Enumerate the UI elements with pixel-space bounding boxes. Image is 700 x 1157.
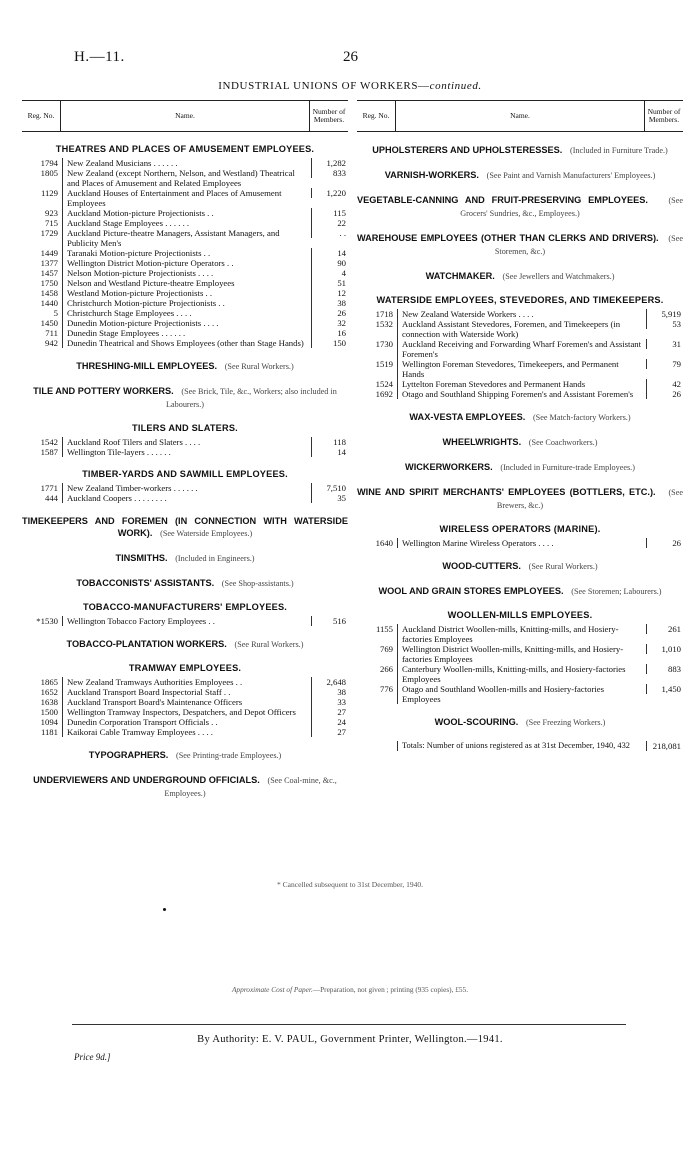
section xyxy=(357,560,683,573)
cross-reference-note: (See Storemen; Labourers.) xyxy=(571,587,662,596)
table-row xyxy=(357,319,683,339)
left-column xyxy=(22,100,348,800)
table-row xyxy=(22,328,348,338)
table-row xyxy=(22,248,348,258)
right-column-header xyxy=(357,100,683,132)
cross-reference-note: (See Grocers' Sundries, &c., Employees.) xyxy=(460,196,683,218)
table-row xyxy=(22,298,348,308)
union-name: Nelson and Westland Picture-theatre Employees xyxy=(62,278,311,288)
cross-reference-note: (See Jewellers and Watchmakers.) xyxy=(502,272,615,281)
section xyxy=(357,144,683,157)
union-name: Wellington Marine Wireless Operators . . . . xyxy=(397,538,646,548)
reg-number: 1094 xyxy=(40,717,58,727)
cross-reference xyxy=(357,194,683,220)
reg-number: 1449 xyxy=(40,248,58,258)
union-name: Auckland Transport Board's Maintenance Officers xyxy=(62,697,311,707)
cross-reference xyxy=(357,270,683,283)
union-name: Westland Motion-picture Projectionists . . xyxy=(62,288,311,298)
reg-number: 1805 xyxy=(40,168,58,178)
table-row xyxy=(22,268,348,278)
union-name: Auckland Houses of Entertainment and Places of Amusement Employees xyxy=(62,188,311,208)
reg-number: 769 xyxy=(379,644,393,654)
section xyxy=(22,144,348,348)
cross-reference xyxy=(22,385,348,411)
reg-number: 1692 xyxy=(375,389,393,399)
section-heading: WOOLLEN-MILLS EMPLOYEES. xyxy=(447,610,593,620)
union-name: Dunedin Theatrical and Shows Employees (other than Stage Hands) xyxy=(62,338,311,348)
union-name: Auckland Motion-picture Projectionists . . xyxy=(62,208,311,218)
document-code: H.—11. xyxy=(74,49,125,65)
cross-reference xyxy=(22,515,348,540)
left-column-body xyxy=(22,144,348,800)
reg-number: 776 xyxy=(379,684,393,694)
union-name: Christchurch Motion-picture Projectionists . . xyxy=(62,298,311,308)
table-row xyxy=(22,697,348,707)
member-count: 14 xyxy=(311,248,348,258)
reg-number: 1519 xyxy=(375,359,393,369)
member-count: 22 xyxy=(311,218,348,228)
table-row xyxy=(22,677,348,687)
cross-reference-note: (See Freezing Workers.) xyxy=(525,718,606,727)
union-name: Otago and Southland Shipping Foremen's and Assistant Foremen's xyxy=(397,389,646,399)
table-row xyxy=(357,624,683,644)
union-name: Auckland Assistant Stevedores, Foremen, and Timekeepers (in connection with Waterside Work) xyxy=(397,319,646,339)
table-row xyxy=(22,727,348,737)
union-name: Taranaki Motion-picture Projectionists . . xyxy=(62,248,311,258)
member-count: 38 xyxy=(311,298,348,308)
cross-reference-note: (See Coal-mine, &c., Employees.) xyxy=(164,776,337,798)
table-row xyxy=(22,208,348,218)
union-name: Dunedin Motion-picture Projectionists . . . . xyxy=(62,318,311,328)
reg-number: 5 xyxy=(53,308,58,318)
paper-cost-note xyxy=(0,985,700,994)
member-count: 14 xyxy=(311,447,348,457)
section xyxy=(22,577,348,590)
cross-reference xyxy=(357,436,683,449)
table-row xyxy=(357,684,683,704)
section-heading: VARNISH-WORKERS. xyxy=(384,170,479,180)
section xyxy=(357,411,683,424)
section-heading: TIMBER-YARDS AND SAWMILL EMPLOYEES. xyxy=(82,469,288,479)
member-count: 42 xyxy=(646,379,683,389)
cross-reference xyxy=(357,144,683,157)
table-row xyxy=(357,538,683,548)
section xyxy=(22,385,348,411)
member-count: 90 xyxy=(311,258,348,268)
cross-reference xyxy=(357,585,683,598)
member-count: 38 xyxy=(311,687,348,697)
reg-number: 1730 xyxy=(375,339,393,349)
table-row xyxy=(357,389,683,399)
cross-reference-note: (See Brewers, &c.) xyxy=(496,488,683,510)
right-column-body xyxy=(357,144,683,751)
section-heading: THRESHING-MILL EMPLOYEES. xyxy=(76,361,218,371)
union-name: New Zealand Timber-workers . . . . . . xyxy=(62,483,311,493)
section xyxy=(357,295,683,399)
reg-number: 444 xyxy=(44,493,58,503)
cross-reference xyxy=(22,360,348,373)
reg-number: 266 xyxy=(379,664,393,674)
section-heading: WOOD-CUTTERS. xyxy=(442,561,521,571)
reg-number: 715 xyxy=(44,218,58,228)
union-name: Canterbury Woollen-mills, Knitting-mills, and Hosiery-factories Employees xyxy=(397,664,646,684)
cross-reference-note: (See Paint and Varnish Manufacturers' Employees.) xyxy=(486,171,656,180)
union-name: Christchurch Stage Employees . . . . xyxy=(62,308,311,318)
member-count: 516 xyxy=(311,616,348,626)
section-heading: TRAMWAY EMPLOYEES. xyxy=(128,663,242,673)
name-header: Name. xyxy=(61,101,310,131)
reg-number: 1640 xyxy=(375,538,393,548)
reg-number: 1587 xyxy=(40,447,58,457)
member-count: 833 xyxy=(311,168,348,178)
member-count: 33 xyxy=(311,697,348,707)
section-heading: WICKERWORKERS. xyxy=(405,462,493,472)
table-row xyxy=(22,483,348,493)
table-row xyxy=(22,318,348,328)
member-count: 1,220 xyxy=(311,188,348,198)
union-name: Totals: Number of unions registered as at 31st December, 1940, 432 xyxy=(397,741,646,751)
section xyxy=(22,515,348,540)
section xyxy=(357,270,683,283)
left-column-header xyxy=(22,100,348,132)
paper-cost-text: —Preparation, not given ; printing (935 copies), £55. xyxy=(312,985,469,994)
name-header: Name. xyxy=(396,101,645,131)
section xyxy=(22,360,348,373)
table-row xyxy=(357,644,683,664)
member-count: 5,919 xyxy=(646,309,683,319)
union-name: Auckland District Woollen-mills, Knitting-mills, and Hosiery-factories Employees xyxy=(397,624,646,644)
reg-number: 1457 xyxy=(40,268,58,278)
section-heading: WAREHOUSE EMPLOYEES (OTHER THAN CLERKS AND DRIVERS). xyxy=(357,233,659,243)
reg-number: 1542 xyxy=(40,437,58,447)
section xyxy=(357,486,683,512)
reg-number: 942 xyxy=(44,338,58,348)
reg-number: 1524 xyxy=(375,379,393,389)
member-count: 2,648 xyxy=(311,677,348,687)
page-title-main: INDUSTRIAL UNIONS OF WORKERS— xyxy=(218,80,430,92)
section xyxy=(357,524,683,548)
union-name: New Zealand (except Northern, Nelson, and Westland) Theatrical and Places of Amusement and Related Employees xyxy=(62,168,311,188)
table-row xyxy=(22,616,348,626)
union-name: Auckland Coopers . . . . . . . . xyxy=(62,493,311,503)
member-count: 53 xyxy=(646,319,683,329)
cross-reference-note: (See Rural Workers.) xyxy=(528,562,598,571)
table-row xyxy=(22,717,348,727)
cross-reference-note: (See Waterside Employees.) xyxy=(160,529,253,538)
section-heading: WINE AND SPIRIT MERCHANTS' EMPLOYEES (BOTTLERS, ETC.). xyxy=(357,487,656,497)
union-name: Dunedin Stage Employees . . . . . . xyxy=(62,328,311,338)
reg-number: 1865 xyxy=(40,677,58,687)
cross-reference xyxy=(357,169,683,182)
member-count: 261 xyxy=(646,624,683,634)
table-row xyxy=(22,228,348,248)
union-name: New Zealand Musicians . . . . . . xyxy=(62,158,311,168)
section-heading: TOBACCO-MANUFACTURERS' EMPLOYEES. xyxy=(82,602,288,612)
reg-number: 1377 xyxy=(40,258,58,268)
reg-number: 1771 xyxy=(40,483,58,493)
union-name: Auckland Stage Employees . . . . . . xyxy=(62,218,311,228)
union-name: Dunedin Corporation Transport Officials . . xyxy=(62,717,311,727)
cross-reference-note: (See Match-factory Workers.) xyxy=(532,413,631,422)
section xyxy=(22,774,348,800)
section-heading: THEATRES AND PLACES OF AMUSEMENT EMPLOYEES. xyxy=(55,144,315,154)
union-name: Auckland Roof Tilers and Slaters . . . . xyxy=(62,437,311,447)
table-row xyxy=(22,707,348,717)
union-name: New Zealand Waterside Workers . . . . xyxy=(397,309,646,319)
member-count: 883 xyxy=(646,664,683,674)
table-row xyxy=(22,278,348,288)
section-heading: TIMEKEEPERS AND FOREMEN (IN CONNECTION WITH WATERSIDE WORK). xyxy=(22,516,348,538)
cross-reference xyxy=(357,716,683,729)
union-name: Lyttelton Foreman Stevedores and Permanent Hands xyxy=(397,379,646,389)
cross-reference xyxy=(357,411,683,424)
section-heading: TOBACCONISTS' ASSISTANTS. xyxy=(76,578,215,588)
reg-no-header: Reg. No. xyxy=(22,101,61,131)
section-heading: TILE AND POTTERY WORKERS. xyxy=(33,386,174,396)
union-name: New Zealand Tramways Authorities Employees . . xyxy=(62,677,311,687)
cross-reference-note: (See Coachworkers.) xyxy=(528,438,598,447)
page-number: 26 xyxy=(343,49,358,65)
stray-dot xyxy=(163,908,166,911)
union-name: Wellington District Motion-picture Operators . . xyxy=(62,258,311,268)
union-name: Wellington Tobacco Factory Employees . . xyxy=(62,616,311,626)
table-row xyxy=(357,379,683,389)
reg-number: 1532 xyxy=(375,319,393,329)
union-name: Wellington Foreman Stevedores, Timekeepers, and Permanent Hands xyxy=(397,359,646,379)
cross-reference-note: (Included in Furniture Trade.) xyxy=(569,146,668,155)
table-row xyxy=(22,258,348,268)
member-count: 4 xyxy=(311,268,348,278)
union-name: Wellington Tramway Inspectors, Despatchers, and Depot Officers xyxy=(62,707,311,717)
section xyxy=(22,469,348,503)
totals-row xyxy=(357,741,683,751)
cross-reference-note: (See Rural Workers.) xyxy=(224,362,294,371)
section xyxy=(357,585,683,598)
table-row xyxy=(22,308,348,318)
table-row xyxy=(22,493,348,503)
member-count: 79 xyxy=(646,359,683,369)
union-name: Auckland Receiving and Forwarding Wharf Foremen's and Assistant Foremen's xyxy=(397,339,646,359)
section-heading: TOBACCO-PLANTATION WORKERS. xyxy=(66,639,227,649)
reg-number: 1440 xyxy=(40,298,58,308)
cross-reference-note: (See Storemen, &c.) xyxy=(494,234,683,256)
union-name: Nelson Motion-picture Projectionists . . . . xyxy=(62,268,311,278)
table-row xyxy=(22,687,348,697)
section-heading: WAX-VESTA EMPLOYEES. xyxy=(409,412,526,422)
reg-number: 1500 xyxy=(40,707,58,717)
reg-number: 1181 xyxy=(40,727,58,737)
footer-rule xyxy=(72,1024,626,1025)
member-count: 12 xyxy=(311,288,348,298)
table-row xyxy=(22,158,348,168)
members-header: Number of Members. xyxy=(647,107,681,124)
reg-number: 1718 xyxy=(375,309,393,319)
member-count: 24 xyxy=(311,717,348,727)
reg-number: 1750 xyxy=(40,278,58,288)
member-count: 115 xyxy=(311,208,348,218)
section-heading: WATCHMAKER. xyxy=(425,271,495,281)
section xyxy=(357,741,683,751)
section xyxy=(22,552,348,565)
section-heading: WIRELESS OPERATORS (MARINE). xyxy=(439,524,601,534)
reg-number: 923 xyxy=(44,208,58,218)
cross-reference xyxy=(357,232,683,258)
table-row xyxy=(357,339,683,359)
section xyxy=(22,749,348,762)
section-heading: TILERS AND SLATERS. xyxy=(132,423,238,433)
member-count: 7,510 xyxy=(311,483,348,493)
table-row xyxy=(22,447,348,457)
cross-reference xyxy=(22,577,348,590)
footnote: * Cancelled subsequent to 31st December, 1940. xyxy=(277,880,423,889)
cross-reference-note: (Included in Engineers.) xyxy=(175,554,255,563)
page-title xyxy=(0,80,700,92)
section-heading: WATERSIDE EMPLOYEES, STEVEDORES, AND TIMEKEEPERS. xyxy=(376,295,664,305)
members-header: Number of Members. xyxy=(312,107,346,124)
section-heading: WOOL-SCOURING. xyxy=(434,717,519,727)
section xyxy=(357,436,683,449)
union-name: Kaikorai Cable Tramway Employees . . . . xyxy=(62,727,311,737)
table-row xyxy=(22,338,348,348)
union-name: Auckland Transport Board Inspectorial Staff . . xyxy=(62,687,311,697)
reg-number: 1129 xyxy=(40,188,58,198)
section xyxy=(357,610,683,704)
member-count: 118 xyxy=(311,437,348,447)
section xyxy=(357,232,683,258)
cross-reference xyxy=(357,560,683,573)
authority-line: By Authority: E. V. PAUL, Government Printer, Wellington.—1941. xyxy=(197,1034,503,1045)
member-count: 32 xyxy=(311,318,348,328)
member-count: 1,282 xyxy=(311,158,348,168)
member-count: 31 xyxy=(646,339,683,349)
table-row xyxy=(22,168,348,188)
section xyxy=(22,638,348,651)
member-count: 218,081 xyxy=(646,741,683,751)
price-note: Price 9d.] xyxy=(74,1052,111,1062)
member-count: 35 xyxy=(311,493,348,503)
reg-number: 1155 xyxy=(375,624,393,634)
member-count: 1,450 xyxy=(646,684,683,694)
section-heading: WOOL AND GRAIN STORES EMPLOYEES. xyxy=(378,586,564,596)
section xyxy=(22,663,348,737)
section-heading: UPHOLSTERERS AND UPHOLSTERESSES. xyxy=(372,145,563,155)
reg-number: 1638 xyxy=(40,697,58,707)
cross-reference xyxy=(357,486,683,512)
member-count: 26 xyxy=(646,538,683,548)
section xyxy=(22,602,348,626)
table-row xyxy=(22,437,348,447)
cross-reference xyxy=(22,552,348,565)
reg-number: 1652 xyxy=(40,687,58,697)
table-row xyxy=(357,664,683,684)
union-name: Otago and Southland Woollen-mills and Hosiery-factories Employees xyxy=(397,684,646,704)
section xyxy=(22,423,348,457)
member-count: 1,010 xyxy=(646,644,683,654)
table-row xyxy=(22,288,348,298)
table-row xyxy=(22,188,348,208)
member-count: 27 xyxy=(311,707,348,717)
section-heading: TYPOGRAPHERS. xyxy=(88,750,169,760)
member-count: 27 xyxy=(311,727,348,737)
member-count: 26 xyxy=(646,389,683,399)
cross-reference-note: (See Printing-trade Employees.) xyxy=(176,751,282,760)
cross-reference-note: (Included in Furniture-trade Employees.) xyxy=(500,463,635,472)
cross-reference xyxy=(22,638,348,651)
table-row xyxy=(22,218,348,228)
member-count: . . xyxy=(311,228,348,238)
reg-number: 1729 xyxy=(40,228,58,238)
cross-reference xyxy=(22,749,348,762)
member-count: 51 xyxy=(311,278,348,288)
section xyxy=(357,716,683,729)
section-heading: UNDERVIEWERS AND UNDERGROUND OFFICIALS. xyxy=(33,775,260,785)
member-count: 150 xyxy=(311,338,348,348)
table-row xyxy=(357,309,683,319)
page-title-continued: continued. xyxy=(429,80,482,92)
section xyxy=(357,194,683,220)
reg-number: 1458 xyxy=(40,288,58,298)
union-name: Wellington Tile-layers . . . . . . xyxy=(62,447,311,457)
section xyxy=(357,169,683,182)
member-count: 26 xyxy=(311,308,348,318)
reg-number: 1450 xyxy=(40,318,58,328)
cross-reference-note: (See Rural Workers.) xyxy=(234,640,304,649)
cross-reference-note: (See Brick, Tile, &c., Workers; also included in Labourers.) xyxy=(166,387,337,409)
reg-no-header: Reg. No. xyxy=(357,101,396,131)
reg-number: *1530 xyxy=(36,616,58,626)
cross-reference xyxy=(357,461,683,474)
union-name: Wellington District Woollen-mills, Knitting-mills, and Hosiery-factories Employees xyxy=(397,644,646,664)
reg-number: 1794 xyxy=(40,158,58,168)
section-heading: VEGETABLE-CANNING AND FRUIT-PRESERVING EMPLOYEES. xyxy=(357,195,648,205)
section-heading: WHEELWRIGHTS. xyxy=(442,437,522,447)
section xyxy=(357,461,683,474)
right-column xyxy=(357,100,683,751)
union-name: Auckland Picture-theatre Managers, Assistant Managers, and Publicity Men's xyxy=(62,228,311,248)
paper-cost-label: Approximate Cost of Paper. xyxy=(231,985,313,994)
cross-reference-note: (See Shop-assistants.) xyxy=(221,579,294,588)
member-count: 16 xyxy=(311,328,348,338)
reg-number: 711 xyxy=(45,328,58,338)
section-heading: TINSMITHS. xyxy=(115,553,168,563)
cross-reference xyxy=(22,774,348,800)
table-row xyxy=(357,359,683,379)
